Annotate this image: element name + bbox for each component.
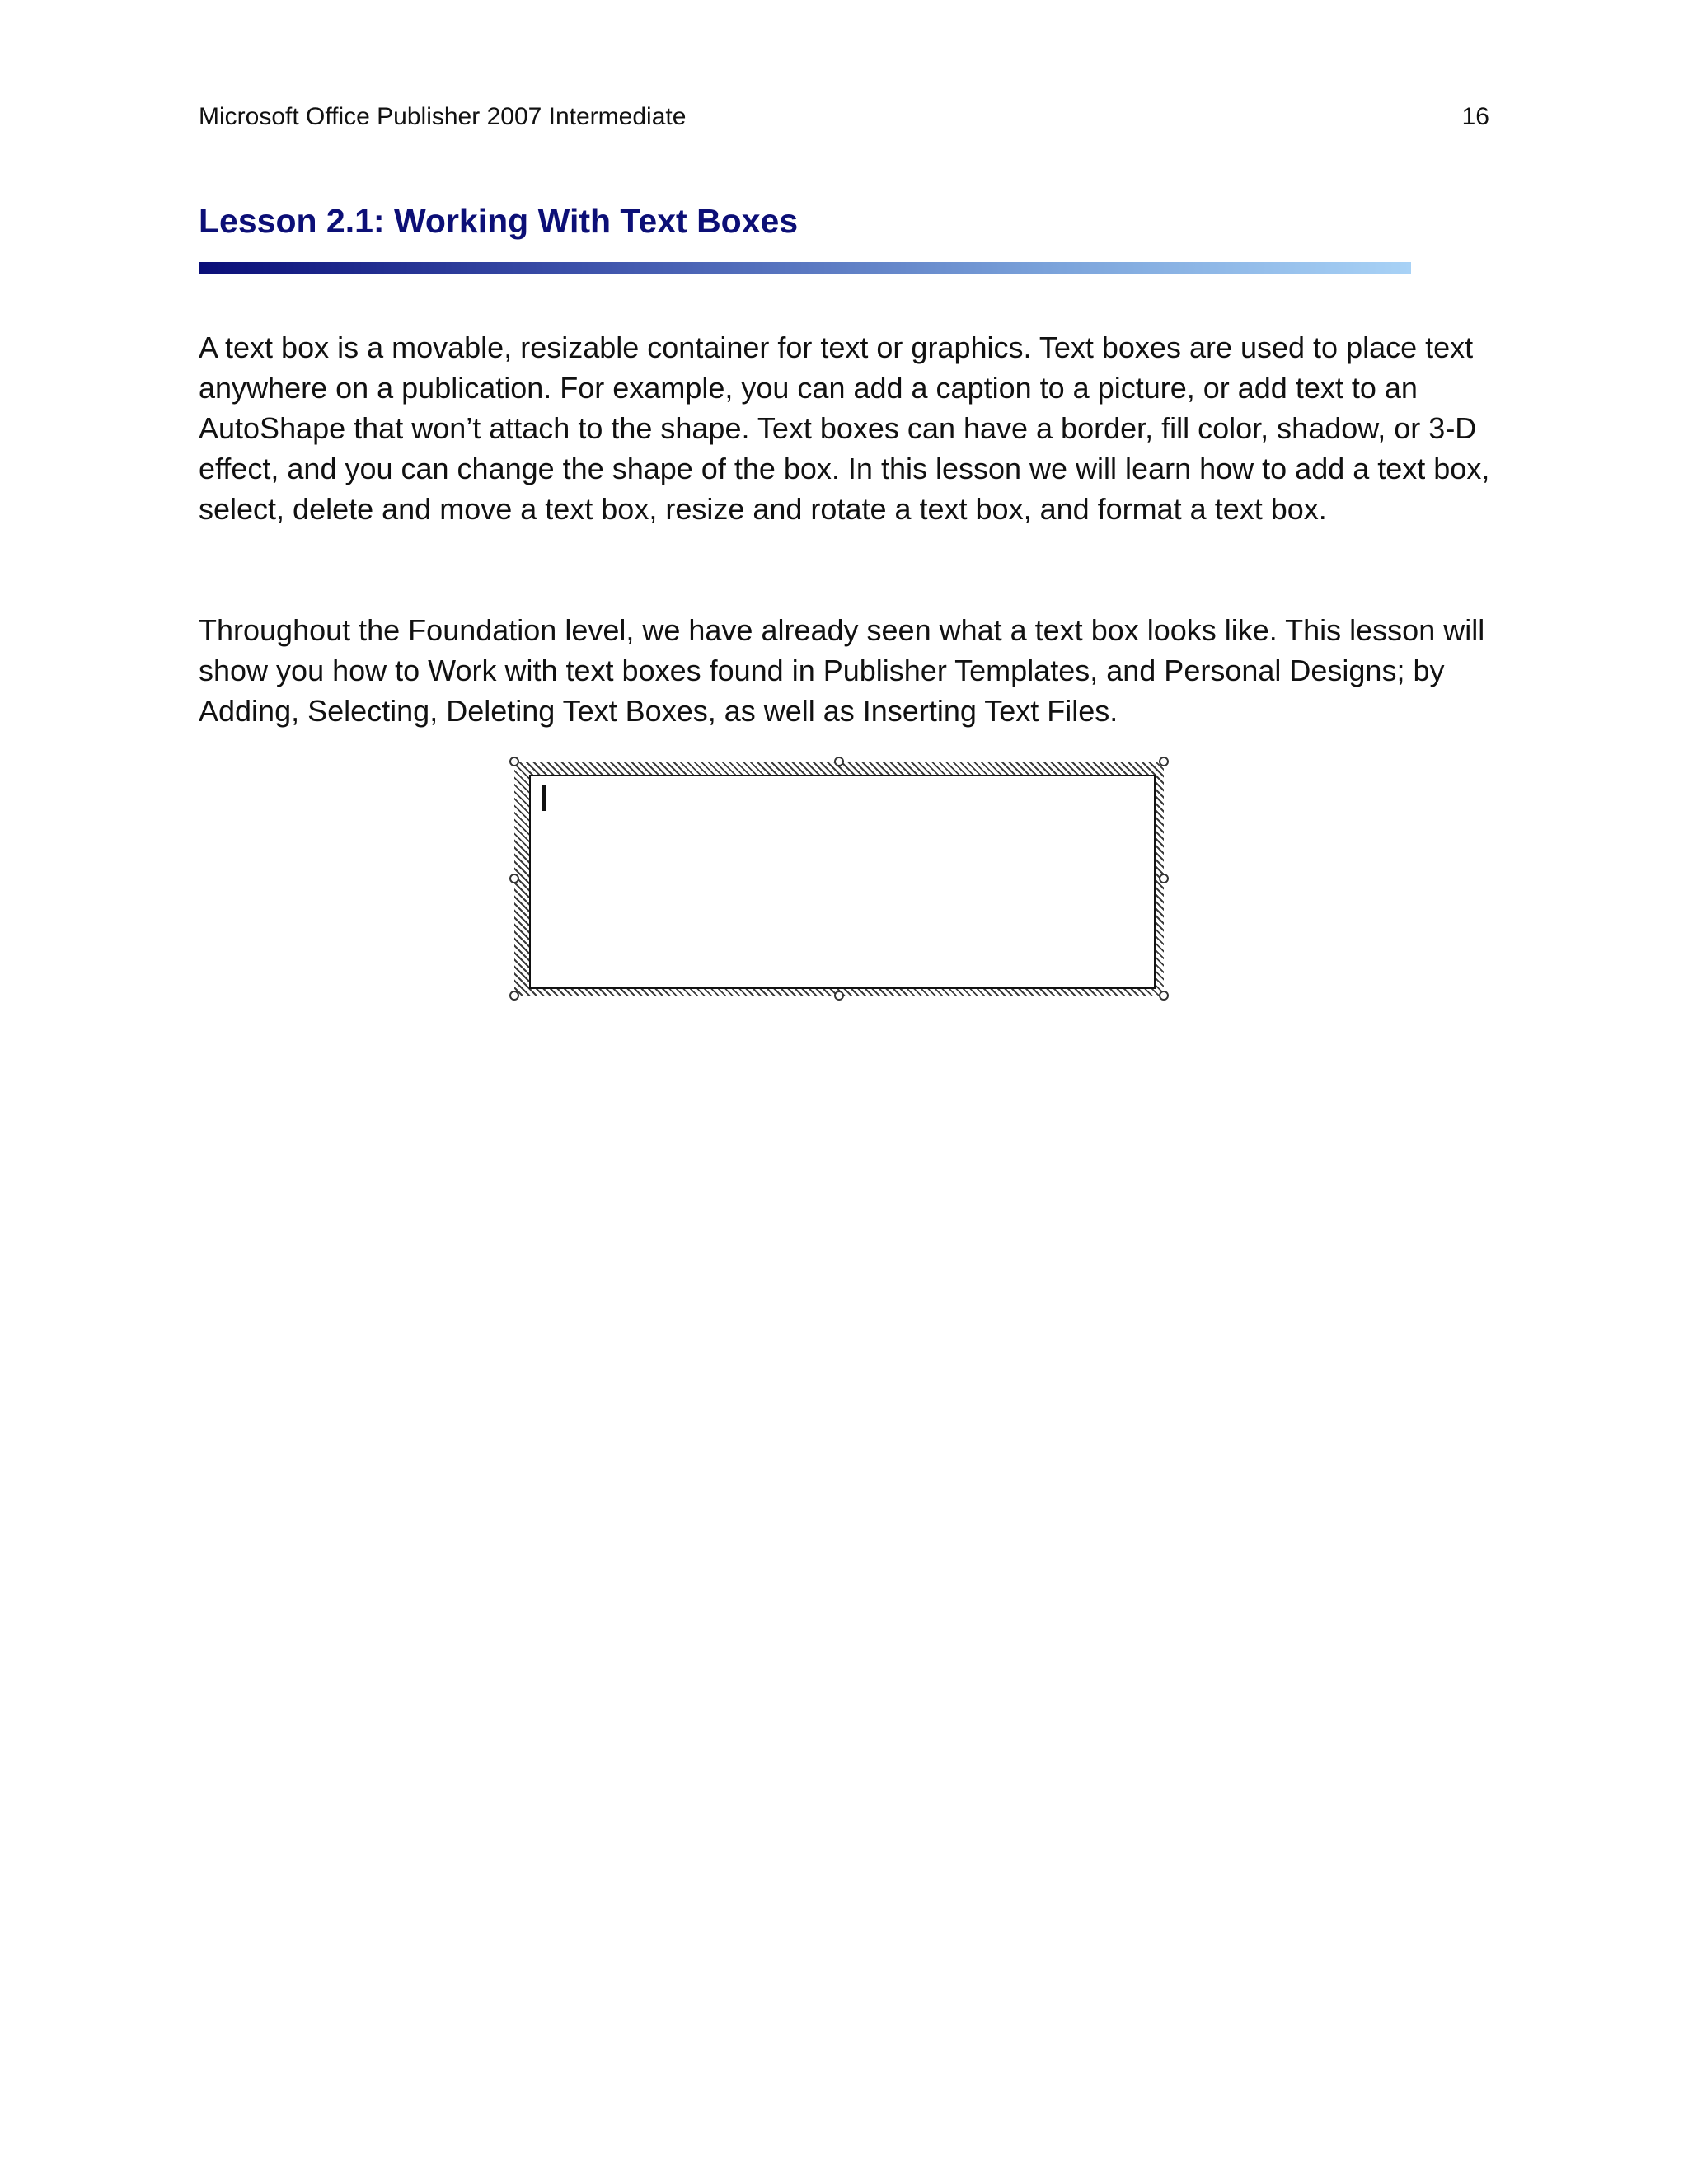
overview-paragraph: Throughout the Foundation level, we have already seen what a text box looks like. This lesson will show you how to Work with text boxes found in Publisher Templates, and Personal Designs; by Adding, Selecting, Deleting Text Boxes, as well as Inserting Text Files. [199, 613, 1485, 728]
text-box-selection-frame [514, 762, 1164, 996]
page-number: 16 [1461, 103, 1489, 130]
lesson-title: Lesson 2.1: Working With Text Boxes [199, 202, 799, 240]
resize-handle-icon [1159, 991, 1169, 1001]
text-box-illustration [511, 758, 1167, 999]
intro-paragraph: A text box is a movable, resizable container for text or graphics. Text boxes are used to place text anywhere on a publication. For example, you can add a caption to a picture, or add text to an AutoShape that won’t attach to the shape. Text boxes can have a border, fill color, shadow, or 3-D effect, and you can change the shape of the box. In this lesson we will learn how to add a text box, select, delete and move a text box, resize and rotate a text box, and format a text box. [199, 330, 1490, 526]
running-header [199, 101, 1489, 134]
text-box-editing-area [529, 775, 1156, 989]
resize-handle-icon [509, 757, 519, 766]
title-gradient-rule [199, 262, 1411, 274]
resize-handle-icon [834, 757, 844, 766]
resize-handle-icon [1159, 757, 1169, 766]
resize-handle-icon [509, 874, 519, 883]
resize-handle-icon [834, 991, 844, 1001]
resize-handle-icon [509, 991, 519, 1001]
text-cursor-icon [542, 785, 546, 811]
header-title: Microsoft Office Publisher 2007 Intermediate [199, 103, 687, 130]
resize-handle-icon [1159, 874, 1169, 883]
